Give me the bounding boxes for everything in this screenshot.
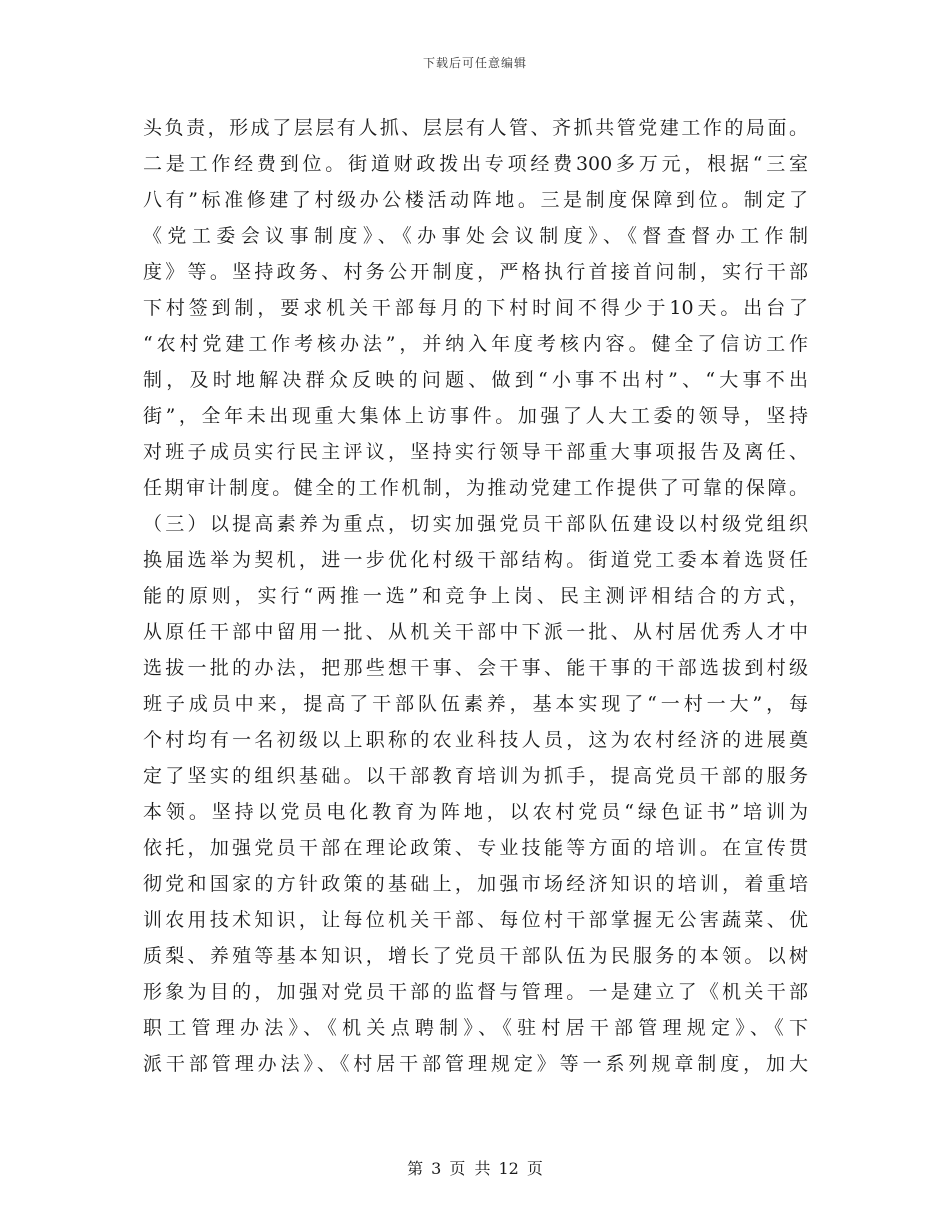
page-footer — [0, 1156, 950, 1179]
text-line: 换届选举为契机，进一步优化村级干部结构。街道党工委本着选贤任 — [143, 549, 808, 571]
text-line: 从原任干部中留用一批、从机关干部中下派一批、从村居优秀人才中 — [143, 621, 808, 643]
footer-suffix: 页 — [526, 1159, 543, 1178]
text-line: 职工管理办法》、《机关点聘制》、《驻村居干部管理规定》、《下 — [143, 1017, 808, 1039]
footer-total-pages: 12 — [498, 1159, 519, 1178]
footer-middle: 页 共 — [449, 1159, 491, 1178]
page-header: 下载后可任意编辑 — [422, 56, 527, 70]
text-line: 下村签到制，要求机关干部每月的下村时间不得少于10天。出台了 — [143, 297, 808, 319]
text-line: 本领。坚持以党员电化教育为阵地，以农村党员“绿色证书”培训为 — [143, 801, 808, 823]
text-line: 对班子成员实行民主评议，坚持实行领导干部重大事项报告及离任、 — [143, 441, 808, 463]
text-line: 制，及时地解决群众反映的问题、做到“小事不出村”、“大事不出 — [143, 369, 808, 391]
text-line: “农村党建工作考核办法”，并纳入年度考核内容。健全了信访工作 — [143, 333, 808, 355]
text-line: 个村均有一名初级以上职称的农业科技人员，这为农村经济的进展奠 — [143, 729, 808, 751]
text-line: 派干部管理办法》、《村居干部管理规定》等一系列规章制度，加大 — [143, 1053, 808, 1075]
footer-prefix: 第 — [407, 1159, 424, 1178]
text-line: 二是工作经费到位。街道财政拨出专项经费300多万元，根据“三室 — [143, 153, 808, 175]
text-line: 质梨、养殖等基本知识，增长了党员干部队伍为民服务的本领。以树 — [143, 945, 808, 967]
text-line: 度》等。坚持政务、村务公开制度，严格执行首接首问制，实行干部 — [143, 261, 808, 283]
text-line: 街”，全年未出现重大集体上访事件。加强了人大工委的领导，坚持 — [143, 405, 808, 427]
text-line: 《党工委会议事制度》、《办事处会议制度》、《督查督办工作制 — [143, 225, 808, 247]
text-line: 训农用技术知识，让每位机关干部、每位村干部掌握无公害蔬菜、优 — [143, 909, 808, 931]
text-line: 定了坚实的组织基础。以干部教育培训为抓手，提高党员干部的服务 — [143, 765, 808, 787]
text-line: 头负责，形成了层层有人抓、层层有人管、齐抓共管党建工作的局面。 — [143, 117, 808, 139]
footer-page-number: 3 — [431, 1159, 442, 1178]
text-line: 八有”标准修建了村级办公楼活动阵地。三是制度保障到位。制定了 — [143, 189, 808, 211]
document-body — [143, 110, 808, 1082]
text-line: 彻党和国家的方针政策的基础上，加强市场经济知识的培训，着重培 — [143, 873, 808, 895]
text-line: 任期审计制度。健全的工作机制，为推动党建工作提供了可靠的保障。 — [143, 477, 808, 499]
text-line: （三）以提高素养为重点，切实加强党员干部队伍建设以村级党组织 — [143, 513, 808, 535]
text-line: 选拔一批的办法，把那些想干事、会干事、能干事的干部选拔到村级 — [143, 657, 808, 679]
text-line: 依托，加强党员干部在理论政策、专业技能等方面的培训。在宣传贯 — [143, 837, 808, 859]
text-line: 班子成员中来，提高了干部队伍素养，基本实现了“一村一大”，每 — [143, 693, 808, 715]
text-line: 形象为目的，加强对党员干部的监督与管理。一是建立了《机关干部 — [143, 981, 808, 1003]
text-line: 能的原则，实行“两推一选”和竞争上岗、民主测评相结合的方式， — [143, 585, 808, 607]
